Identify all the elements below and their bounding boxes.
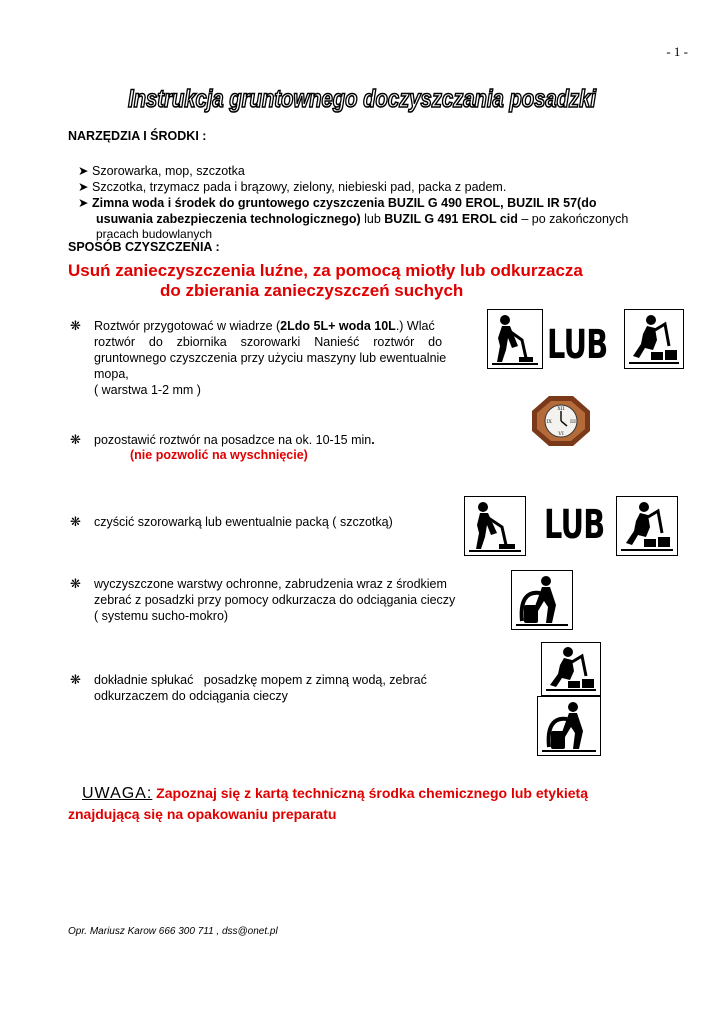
step-1 xyxy=(94,318,478,398)
wet-vacuum-icon xyxy=(537,696,601,756)
step-5-line-1: dokładnie spłukać posadzkę mopem z zimną wodą, zebrać xyxy=(94,673,427,687)
tools-item-1-text: Szorowarka, mop, szczotka xyxy=(92,164,245,178)
warning-text-1: Zapoznaj się z kartą techniczną środka chemicznego lub etykietą xyxy=(152,785,588,801)
wall-clock-icon xyxy=(531,395,591,447)
step-1-text-a: Roztwór przygotować w wiadrze ( xyxy=(94,319,281,333)
step-5-line-2: odkurzaczem do odciągania cieczy xyxy=(94,689,288,703)
lub-label-1: LUB xyxy=(547,322,608,368)
tools-item-2-text: Szczotka, trzymacz pada i brązowy, zielony, niebieski pad, packa z padem. xyxy=(92,180,507,194)
step-3: czyścić szorowarką lub ewentualnie packą ( szczotką) xyxy=(94,515,393,529)
page-number: - 1 - xyxy=(666,44,688,59)
floor-scrubber-icon xyxy=(487,309,543,369)
step-1-line-4: mopa, xyxy=(94,367,129,381)
tools-item-1 xyxy=(78,163,245,179)
step-2-text: pozostawić roztwór na posadzce na ok. 10-15 min xyxy=(94,433,372,447)
svg-text:VI: VI xyxy=(558,431,564,437)
step-2-period: . xyxy=(371,433,375,447)
star-bullet-icon: ❋ xyxy=(70,318,81,333)
star-bullet-icon: ❋ xyxy=(70,576,81,591)
tools-item-3-line3: pracach budowlanych xyxy=(96,227,213,241)
step-1-line-2: roztwór do zbiornika szorowarki Nanieść roztwór do xyxy=(94,335,443,349)
star-bullet-icon: ❋ xyxy=(70,514,81,529)
method-heading: SPOSÓB CZYSZCZENIA : xyxy=(68,240,220,254)
step-5 xyxy=(94,672,478,704)
svg-text:IX: IX xyxy=(546,419,552,425)
step-1-text-c: .) Wlać xyxy=(395,319,435,333)
step-2-warning: (nie pozwolić na wyschnięcie) xyxy=(130,448,308,462)
tools-heading: NARZĘDZIA I ŚRODKI : xyxy=(68,129,207,143)
warning-line-1 xyxy=(82,785,588,803)
arrow-bullet-icon: ➤ xyxy=(78,180,89,194)
svg-text:III: III xyxy=(570,419,576,425)
warning-text-2: znajdującą się na opakowaniu preparatu xyxy=(68,806,337,822)
step-4-line-3: ( systemu sucho-mokro) xyxy=(94,609,229,623)
hand-pad-scrubbing-icon xyxy=(541,642,601,696)
arrow-bullet-icon: ➤ xyxy=(78,164,89,178)
step-1-line-3: gruntownego czyszczenia przy użyciu maszyny lub ewentualnie xyxy=(94,351,447,365)
tools-item-3-line2-mid: lub xyxy=(360,212,385,226)
step-4 xyxy=(94,576,478,624)
wet-vacuum-icon xyxy=(511,570,573,630)
tools-item-3-line2-bold2: BUZIL G 491 EROL cid xyxy=(384,212,518,226)
floor-scrubber-icon xyxy=(464,496,526,556)
star-bullet-icon: ❋ xyxy=(70,672,81,687)
footer-author: Opr. Mariusz Karow 666 300 711 , dss@onet.pl xyxy=(68,926,278,937)
step-4-line-2: zebrać z posadzki przy pomocy odkurzacza do odciągania cieczy xyxy=(94,593,456,607)
tools-item-3-line2-bold: usuwania zabezpieczenia technologicznego) xyxy=(96,212,361,226)
svg-text:XII: XII xyxy=(557,406,565,412)
warning-label: UWAGA: xyxy=(82,785,153,802)
method-red-line-1: Usuń zanieczyszczenia luźne, za pomocą miotły lub odkurzacza xyxy=(68,261,583,280)
tools-item-3-line2-end: – po zakończonych xyxy=(517,212,629,226)
page-title xyxy=(0,78,724,118)
step-1-line-5: ( warstwa 1-2 mm ) xyxy=(94,383,201,397)
hand-pad-scrubbing-icon xyxy=(616,496,678,556)
lub-label-2: LUB xyxy=(544,502,605,548)
tools-item-3-line2 xyxy=(96,211,628,227)
page-title-text: Instrukcja gruntownego doczyszczania posadzki xyxy=(128,85,597,113)
tools-item-3 xyxy=(78,195,698,211)
step-1-text-b: 2Ldo 5L+ woda 10L xyxy=(280,319,396,333)
arrow-bullet-icon: ➤ xyxy=(78,196,89,210)
tools-item-2 xyxy=(78,179,506,195)
method-red-line-2: do zbierania zanieczyszczeń suchych xyxy=(160,281,464,300)
step-4-line-1: wyczyszczone warstwy ochronne, zabrudzenia wraz z środkiem xyxy=(94,577,447,591)
star-bullet-icon: ❋ xyxy=(70,432,81,447)
step-2 xyxy=(94,432,375,448)
tools-item-3-bold: Zimna woda i środek do gruntowego czyszczenia BUZIL G 490 EROL, BUZIL IR 57(do xyxy=(92,196,597,210)
hand-pad-scrubbing-icon xyxy=(624,309,684,369)
